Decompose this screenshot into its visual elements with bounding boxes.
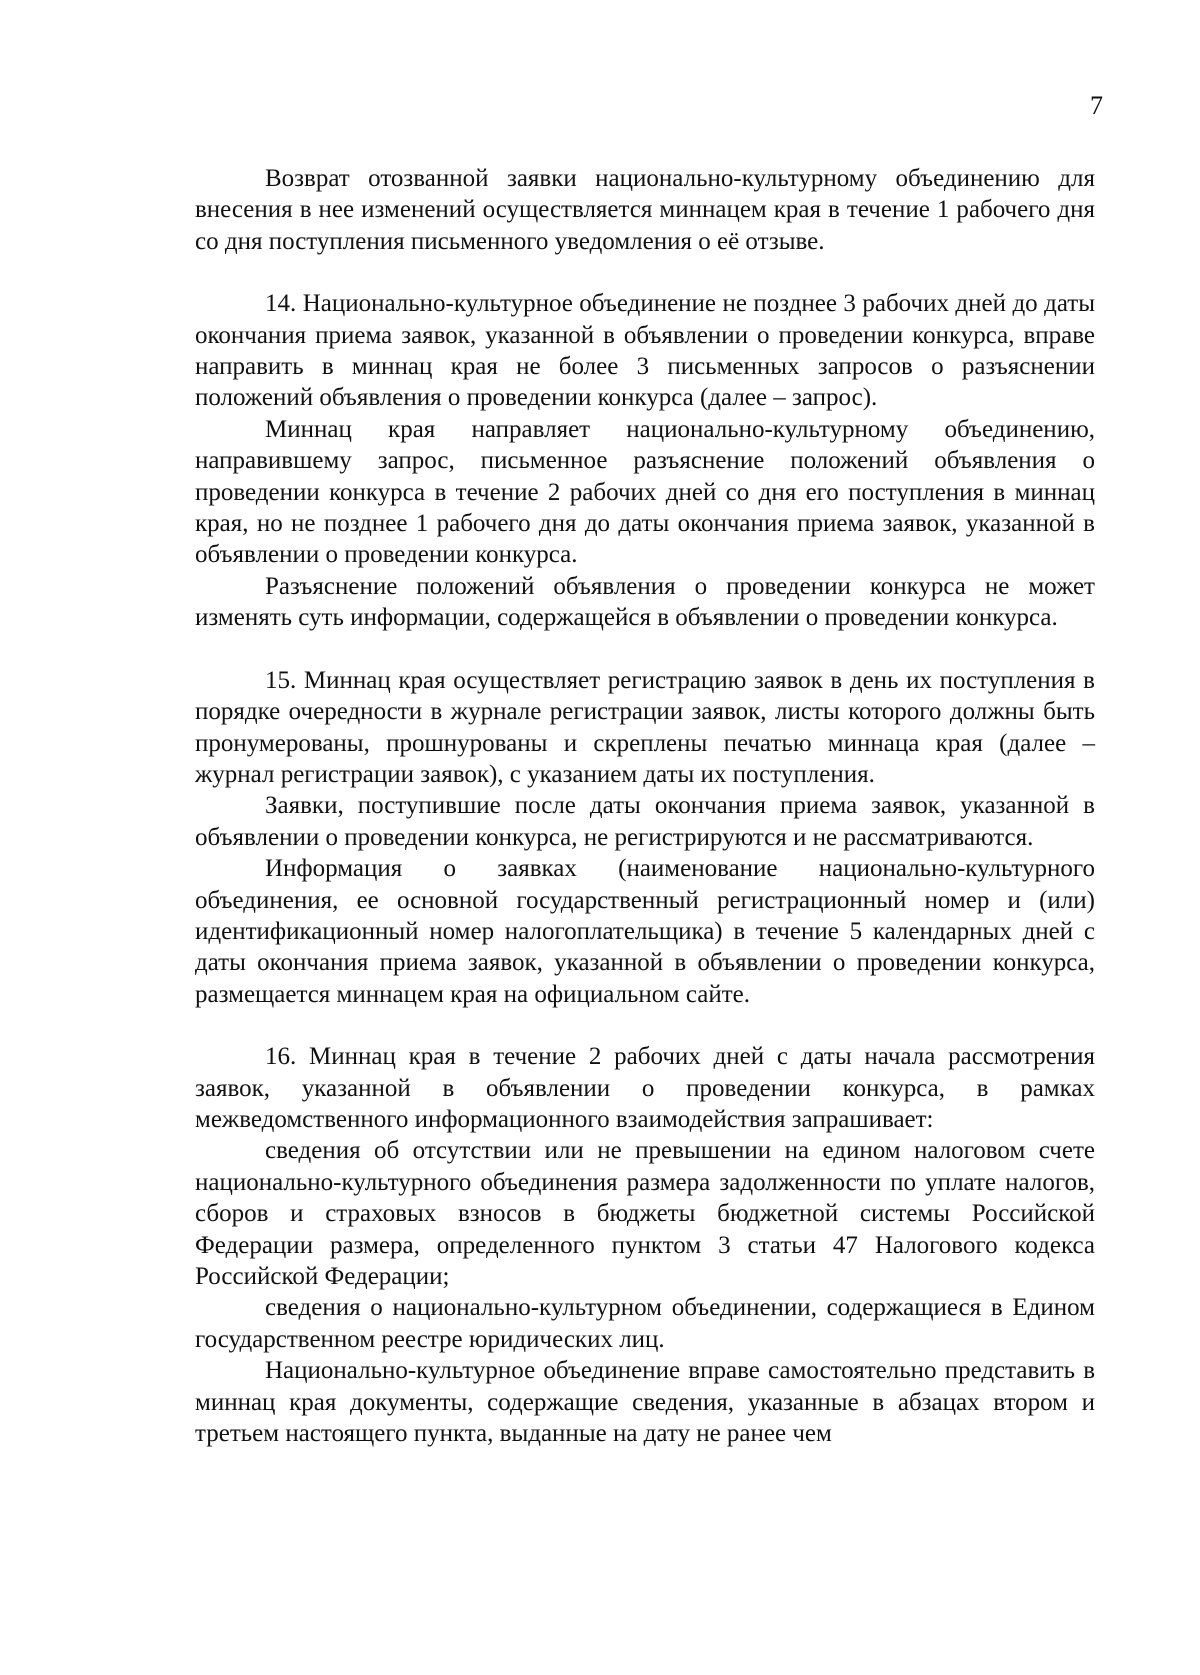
paragraph-14-clarification: Разъяснение положений объявления о проведении конкурса не может изменять суть информации, содержащейся в объявлении о проведении конкурса. bbox=[195, 572, 1095, 632]
paragraph-14: 14. Национально-культурное объединение не позднее 3 рабочих дней до даты окончания приема заявок, указанной в объявлении о проведении конкурса, вправе направить в миннац края не более 3 письменных запросов о разъяснении положений объявления о проведении конкурса (далее – запрос). bbox=[195, 290, 1095, 412]
paragraph-16-tax-info: сведения об отсутствии или не превышении на едином налоговом счете национально-культурного объединения размера задолженности по уплате налогов, сборов и страховых взносов в бюджеты бюджетной системы Российской Федерации размера, определенного пунктом 3 статьи 47 Налогового кодекса Российской Федерации; bbox=[195, 1137, 1095, 1290]
paragraph-15-information: Информация о заявках (наименование национально-культурного объединения, ее основной государственный регистрационный номер и (или) идентификационный номер налогоплательщика) в течение 5 календарных дней с даты окончания приема заявок, указанной в объявлении о проведении конкурса, размещается миннацем края на официальном сайте. bbox=[195, 855, 1095, 1008]
paragraph-15: 15. Миннац края осуществляет регистрацию заявок в день их поступления в порядке очередности в журнале регистрации заявок, листы которого должны быть пронумерованы, прошнурованы и скреплены печатью миннаца края (далее – журнал регистрации заявок), с указанием даты их поступления. bbox=[195, 666, 1095, 788]
paragraph-15-late-applications: Заявки, поступившие после даты окончания приема заявок, указанной в объявлении о проведении конкурса, не регистрируются и не рассматриваются. bbox=[195, 792, 1095, 851]
paragraph-14-reply: Миннац края направляет национально-культурному объединению, направившему запрос, письменное разъяснение положений объявления о проведении конкурса в течение 2 рабочих дней со дня его поступления в миннац края, но не позднее 1 рабочего дня до даты окончания приема заявок, указанной в объявлении о проведении конкурса. bbox=[195, 415, 1095, 569]
paragraph-16-registry-info: сведения о национально-культурном объединении, содержащиеся в Едином государственном реестре юридических лиц. bbox=[195, 1294, 1095, 1353]
paragraph-return-of-application: Возврат отозванной заявки национально-культурному объединению для внесения в нее изменений осуществляется миннацем края в течение 1 рабочего дня со дня поступления письменного уведомления о её отзыве. bbox=[195, 165, 1095, 255]
page-number: 7 bbox=[1090, 91, 1103, 120]
paragraph-16-self-submission: Национально-культурное объединение вправе самостоятельно представить в миннац края документы, содержащие сведения, указанные в абзацах втором и третьем настоящего пункта, выданные на дату не ранее чем bbox=[195, 1357, 1095, 1448]
paragraph-16: 16. Миннац края в течение 2 рабочих дней с даты начала рассмотрения заявок, указанной в объявлении о проведении конкурса, в рамках межведомственного информационного взаимодействия запрашивает: bbox=[195, 1043, 1095, 1133]
document-body bbox=[195, 163, 1095, 1449]
